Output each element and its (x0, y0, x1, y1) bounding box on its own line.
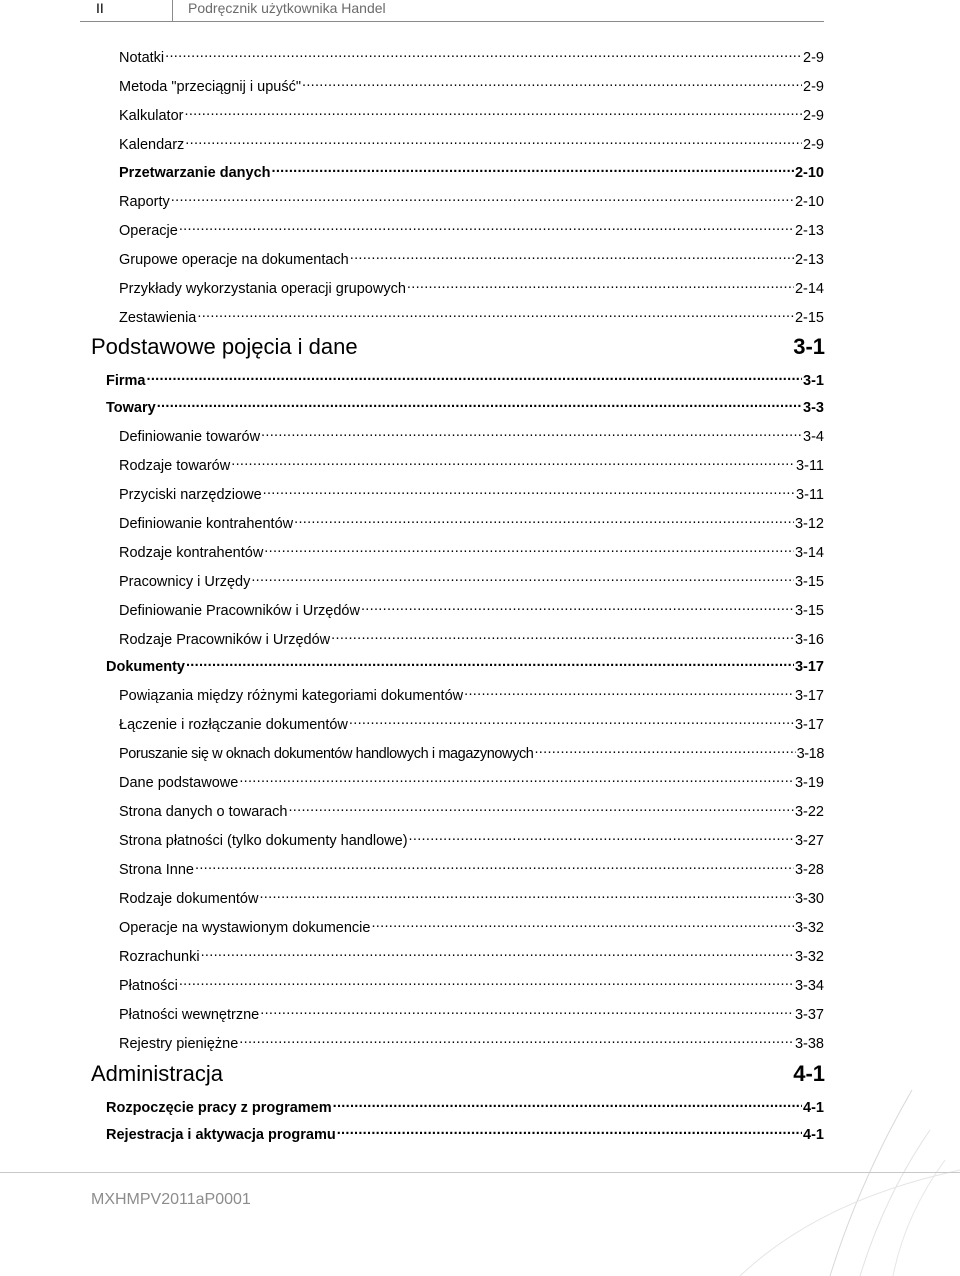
toc-entry-label: Definiowanie towarów (119, 428, 261, 445)
toc-entry-page: 3-17 (794, 716, 824, 733)
toc-entry-page: 3-22 (794, 803, 824, 820)
toc-entry-page: 2-13 (794, 251, 824, 268)
toc-entry-page: 3-11 (796, 457, 824, 474)
toc-entry-page: 3-19 (794, 774, 824, 791)
toc-entry-label: Strona Inne (119, 861, 194, 878)
toc-entry-label: Grupowe operacje na dokumentach (119, 251, 349, 268)
toc-entry-label: Dane podstawowe (119, 774, 239, 791)
toc-entry-page: 2-10 (794, 193, 824, 210)
toc-entry-page: 3-27 (794, 832, 824, 849)
toc-entry-label: Przyciski narzędziowe (119, 486, 262, 503)
toc-entry-page: 3-37 (794, 1006, 824, 1023)
toc-entry-label: Towary (106, 399, 156, 416)
toc-entry-label: Rodzaje Pracowników i Urzędów (119, 631, 331, 648)
toc-entry-page: 3-3 (803, 399, 824, 416)
toc-entry-page: 2-9 (803, 78, 824, 95)
toc-entry-page: 3-14 (794, 544, 824, 561)
toc-entry-page: 3-32 (794, 919, 824, 936)
toc-entry-label: Rodzaje dokumentów (119, 890, 259, 907)
toc-entry-page: 3-17 (794, 658, 824, 675)
swoosh-line-2 (860, 1130, 930, 1276)
toc-entry-label: Płatności wewnętrzne (119, 1006, 260, 1023)
toc-entry-label: Rejestracja i aktywacja programu (106, 1126, 336, 1143)
toc-entry-label: Raporty (119, 193, 170, 210)
toc-entry-page: 3-28 (794, 861, 824, 878)
toc-entry-label: Przykłady wykorzystania operacji grupowych (119, 280, 406, 297)
toc-entry-label: Rozrachunki (119, 948, 200, 965)
toc-entry-page: 3-30 (794, 890, 824, 907)
toc-entry-label: Strona płatności (tylko dokumenty handlowe) (119, 832, 408, 849)
toc-entry-label: Strona danych o towarach (119, 803, 288, 820)
toc-entry-page: 2-10 (794, 164, 824, 181)
toc-entry-page: 4-1 (803, 1126, 824, 1143)
toc-entry-page: 4-1 (803, 1099, 824, 1116)
toc-entry-label: Metoda "przeciągnij i upuść" (119, 78, 301, 95)
chapter-page: 3-1 (793, 334, 825, 359)
footer-document-code: MXHMPV2011aP0001 (91, 1191, 251, 1208)
toc-entry-page: 3-4 (803, 428, 824, 445)
toc-entry-label: Definiowanie Pracowników i Urzędów (119, 602, 360, 619)
toc-entry-label: Kalendarz (119, 136, 185, 153)
toc-entry-page: 3-16 (794, 631, 824, 648)
chapter-title: Administracja (91, 1061, 224, 1086)
toc-entry-label: Rejestry pieniężne (119, 1035, 239, 1052)
toc-entry-page: 3-32 (794, 948, 824, 965)
toc-entry-page: 3-11 (796, 486, 824, 503)
toc-entry-page: 3-15 (794, 573, 824, 590)
toc-entry-label: Operacje na wystawionym dokumencie (119, 919, 371, 936)
toc-entry-page: 2-9 (803, 49, 824, 66)
toc-entry-label: Płatności (119, 977, 178, 994)
toc-entry-label: Rodzaje kontrahentów (119, 544, 264, 561)
swoosh-line-4 (740, 1170, 960, 1276)
toc-entry-page: 3-1 (803, 372, 824, 389)
toc-entry-label: Dokumenty (106, 658, 185, 675)
toc-entry-page: 3-18 (796, 745, 824, 762)
toc-entry-label: Kalkulator (119, 107, 184, 124)
toc-entry-label: Przetwarzanie danych (119, 164, 271, 181)
chapter-title: Podstawowe pojęcia i dane (91, 334, 358, 359)
toc-entry-label: Poruszanie się w oknach dokumentów handlowych i magazynowych (119, 745, 534, 762)
toc-entry-page: 2-9 (803, 107, 824, 124)
toc-entry-label: Łączenie i rozłączanie dokumentów (119, 716, 348, 733)
toc-entry-label: Firma (106, 372, 146, 389)
header-title: Podręcznik użytkownika Handel (188, 0, 386, 16)
toc-entry-page: 3-17 (794, 687, 824, 704)
toc-entry-label: Definiowanie kontrahentów (119, 515, 294, 532)
toc-entry-page: 2-15 (794, 309, 824, 326)
toc-entry-page: 2-14 (794, 280, 824, 297)
toc-entry-page: 3-12 (794, 515, 824, 532)
toc-entry-label: Zestawienia (119, 309, 197, 326)
footer-rule (0, 1172, 960, 1173)
toc-entry-page: 3-38 (794, 1035, 824, 1052)
toc-entry-page: 2-9 (803, 136, 824, 153)
toc-entry-page: 2-13 (794, 222, 824, 239)
toc-entry-label: Rodzaje towarów (119, 457, 231, 474)
toc-entry-page: 3-15 (794, 602, 824, 619)
toc-entry-page: 3-34 (794, 977, 824, 994)
toc-entry-label: Rozpoczęcie pracy z programem (106, 1099, 332, 1116)
toc-entry-label: Pracownicy i Urzędy (119, 573, 251, 590)
toc-entry-label: Powiązania między różnymi kategoriami dokumentów (119, 687, 464, 704)
toc-entry-label: Notatki (119, 49, 165, 66)
toc-entry-label: Operacje (119, 222, 178, 239)
chapter-page: 4-1 (793, 1061, 825, 1086)
header-page-number: II (96, 0, 104, 16)
